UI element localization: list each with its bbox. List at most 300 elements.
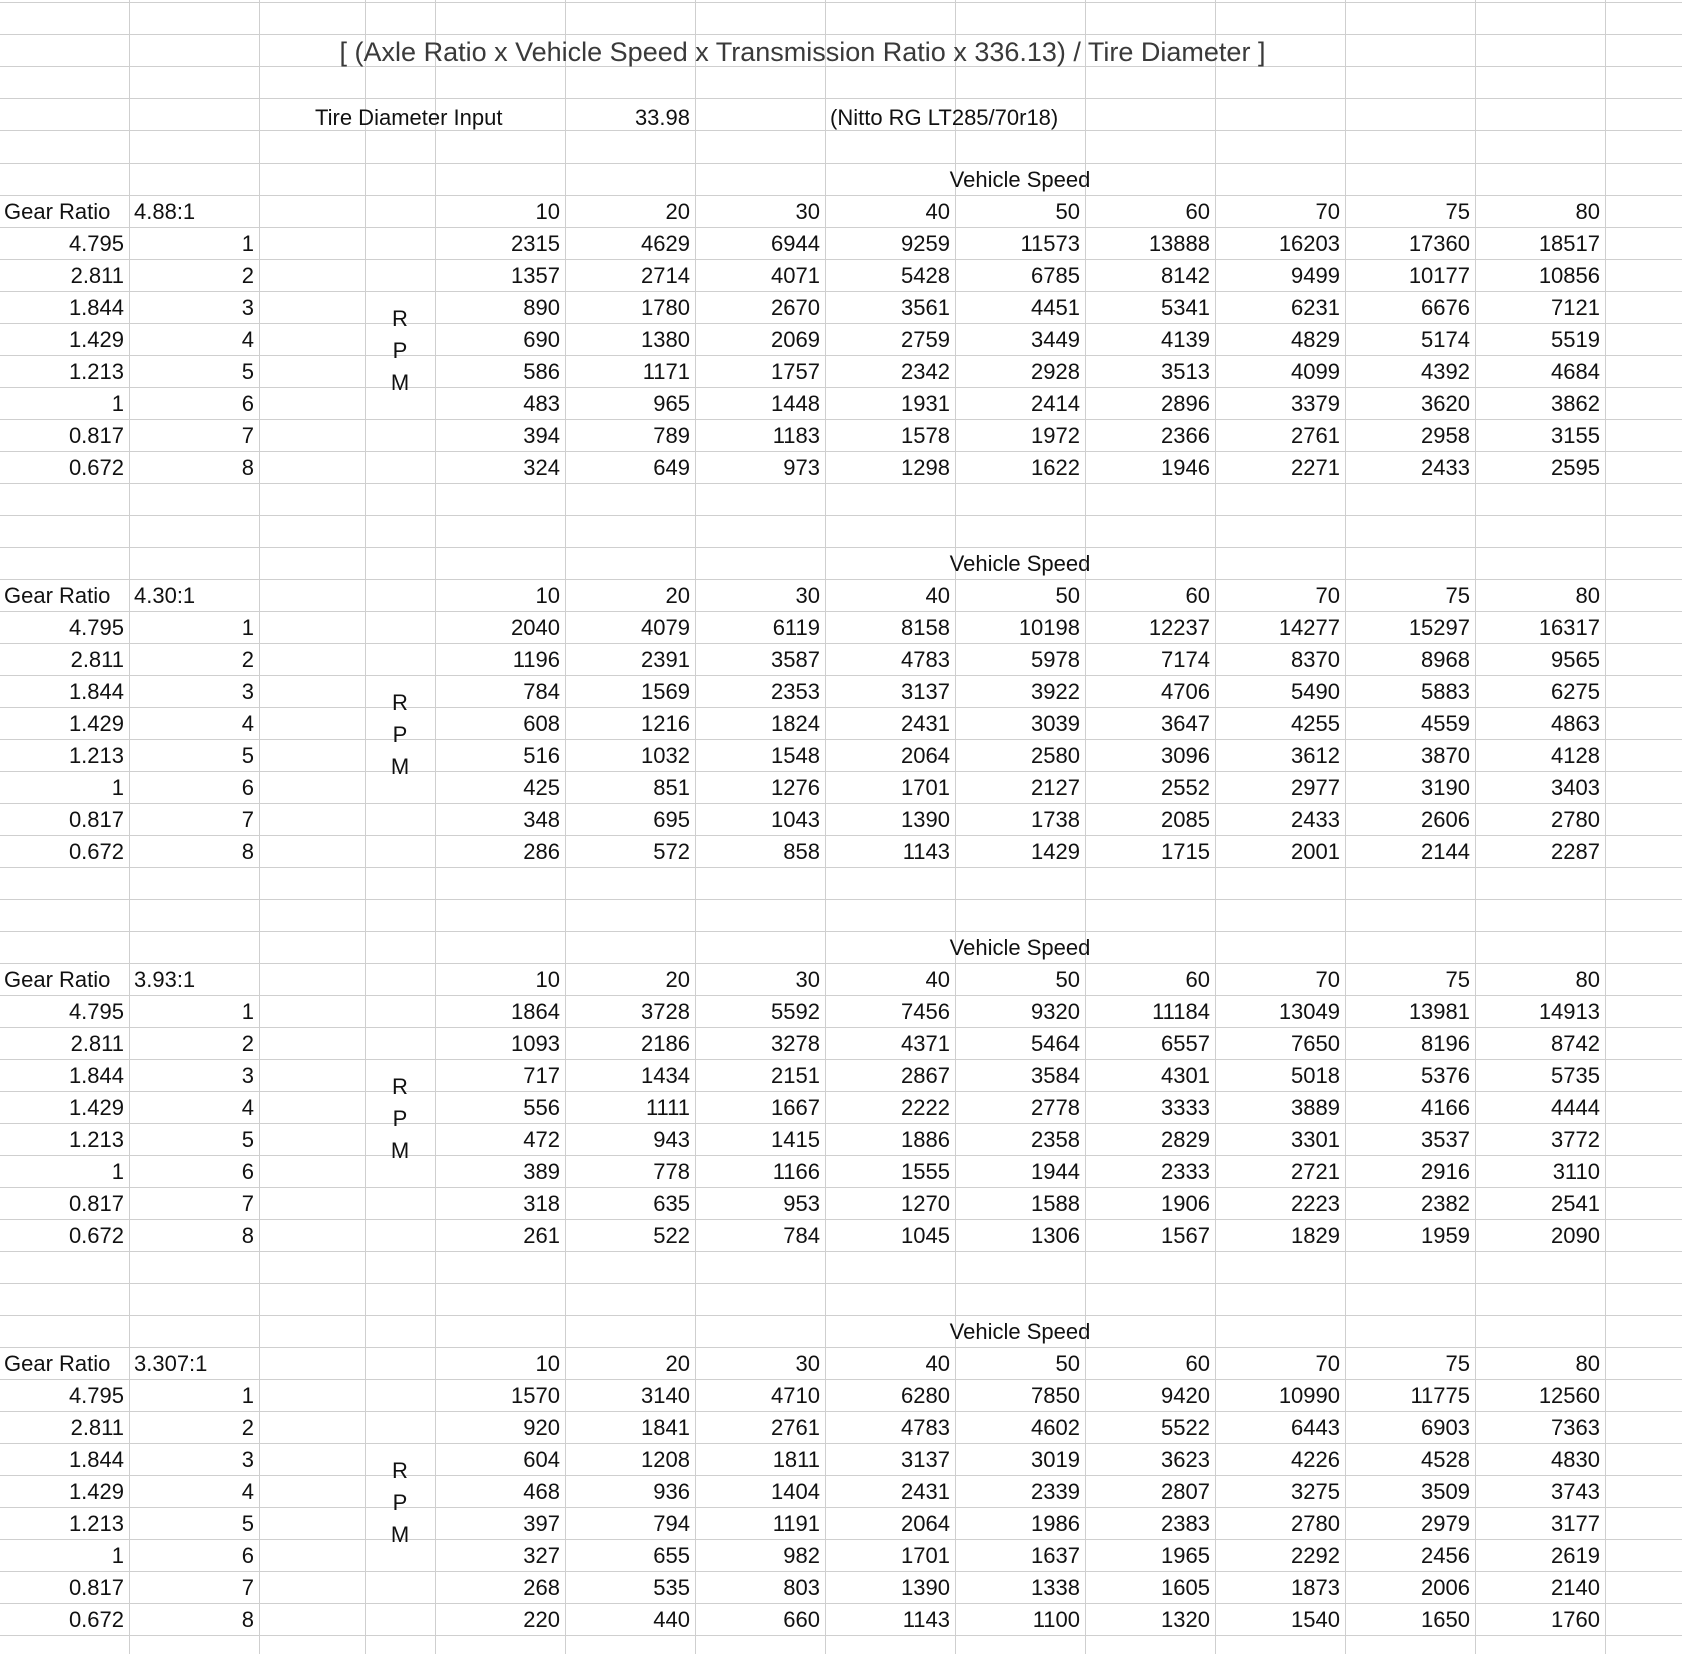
rpm-cell[interactable]: 2456 xyxy=(1421,1543,1470,1568)
rpm-cell[interactable]: 10198 xyxy=(1018,615,1080,640)
rpm-cell[interactable]: 2339 xyxy=(1031,1479,1080,1504)
rpm-cell[interactable]: 4255 xyxy=(1291,711,1340,736)
rpm-cell[interactable]: 5490 xyxy=(1291,679,1340,704)
rpm-cell[interactable]: 286 xyxy=(523,839,560,864)
transmission-ratio-cell[interactable]: 4.795 xyxy=(68,999,124,1024)
rpm-cell[interactable]: 4528 xyxy=(1421,1447,1470,1472)
rpm-cell[interactable]: 2433 xyxy=(1421,455,1470,480)
rpm-cell[interactable]: 5883 xyxy=(1421,679,1470,704)
rpm-cell[interactable]: 1429 xyxy=(1031,839,1080,864)
gear-number-cell[interactable]: 5 xyxy=(241,1511,254,1536)
rpm-cell[interactable]: 8158 xyxy=(901,615,950,640)
rpm-cell[interactable]: 327 xyxy=(523,1543,560,1568)
rpm-cell[interactable]: 4602 xyxy=(1031,1415,1080,1440)
rpm-cell[interactable]: 6557 xyxy=(1161,1031,1210,1056)
gear-number-cell[interactable]: 2 xyxy=(241,647,254,672)
rpm-cell[interactable]: 586 xyxy=(523,359,560,384)
gear-number-cell[interactable]: 7 xyxy=(241,807,254,832)
rpm-cell[interactable]: 1043 xyxy=(771,807,820,832)
rpm-cell[interactable]: 2186 xyxy=(641,1031,690,1056)
rpm-cell[interactable]: 4451 xyxy=(1031,295,1080,320)
gear-number-cell[interactable]: 2 xyxy=(241,263,254,288)
rpm-cell[interactable]: 6903 xyxy=(1421,1415,1470,1440)
gear-number-cell[interactable]: 7 xyxy=(241,1191,254,1216)
rpm-cell[interactable]: 4079 xyxy=(641,615,690,640)
rpm-cell[interactable]: 1946 xyxy=(1161,455,1210,480)
transmission-ratio-cell[interactable]: 0.817 xyxy=(68,1191,124,1216)
rpm-cell[interactable]: 16203 xyxy=(1278,231,1340,256)
rpm-cell[interactable]: 1298 xyxy=(901,455,950,480)
rpm-cell[interactable]: 2064 xyxy=(901,743,950,768)
rpm-cell[interactable]: 3537 xyxy=(1421,1127,1470,1152)
transmission-ratio-cell[interactable]: 1 xyxy=(111,1159,124,1184)
rpm-cell[interactable]: 717 xyxy=(523,1063,560,1088)
gear-number-cell[interactable]: 1 xyxy=(241,1383,254,1408)
rpm-cell[interactable]: 2829 xyxy=(1161,1127,1210,1152)
gear-number-cell[interactable]: 6 xyxy=(241,1159,254,1184)
rpm-cell[interactable]: 2867 xyxy=(901,1063,950,1088)
rpm-cell[interactable]: 2144 xyxy=(1421,839,1470,864)
rpm-cell[interactable]: 3587 xyxy=(771,647,820,672)
rpm-cell[interactable]: 2896 xyxy=(1161,391,1210,416)
gear-number-cell[interactable]: 1 xyxy=(241,999,254,1024)
transmission-ratio-cell[interactable]: 1.429 xyxy=(68,327,124,352)
rpm-cell[interactable]: 2333 xyxy=(1161,1159,1210,1184)
rpm-cell[interactable]: 9565 xyxy=(1551,647,1600,672)
rpm-cell[interactable]: 16317 xyxy=(1538,615,1600,640)
gear-number-cell[interactable]: 2 xyxy=(241,1415,254,1440)
rpm-cell[interactable]: 9320 xyxy=(1031,999,1080,1024)
rpm-cell[interactable]: 1886 xyxy=(901,1127,950,1152)
rpm-cell[interactable]: 7850 xyxy=(1031,1383,1080,1408)
rpm-cell[interactable]: 1191 xyxy=(772,1511,820,1536)
rpm-cell[interactable]: 394 xyxy=(523,423,560,448)
rpm-cell[interactable]: 10856 xyxy=(1538,263,1600,288)
rpm-cell[interactable]: 5341 xyxy=(1161,295,1210,320)
rpm-cell[interactable]: 1824 xyxy=(771,711,820,736)
transmission-ratio-cell[interactable]: 0.672 xyxy=(68,1223,124,1248)
rpm-cell[interactable]: 2222 xyxy=(901,1095,950,1120)
rpm-cell[interactable]: 7650 xyxy=(1291,1031,1340,1056)
rpm-cell[interactable]: 4710 xyxy=(771,1383,820,1408)
rpm-cell[interactable]: 535 xyxy=(653,1575,690,1600)
transmission-ratio-cell[interactable]: 0.672 xyxy=(68,1607,124,1632)
rpm-cell[interactable]: 3301 xyxy=(1291,1127,1340,1152)
rpm-cell[interactable]: 5978 xyxy=(1031,647,1080,672)
rpm-cell[interactable]: 3513 xyxy=(1161,359,1210,384)
rpm-cell[interactable]: 608 xyxy=(523,711,560,736)
rpm-cell[interactable]: 1171 xyxy=(642,359,690,384)
rpm-cell[interactable]: 1404 xyxy=(771,1479,820,1504)
transmission-ratio-cell[interactable]: 1.844 xyxy=(68,679,124,704)
rpm-cell[interactable]: 4371 xyxy=(901,1031,950,1056)
rpm-cell[interactable]: 3647 xyxy=(1161,711,1210,736)
rpm-cell[interactable]: 784 xyxy=(783,1223,820,1248)
rpm-cell[interactable]: 4226 xyxy=(1291,1447,1340,1472)
rpm-cell[interactable]: 15297 xyxy=(1408,615,1470,640)
transmission-ratio-cell[interactable]: 1.213 xyxy=(68,743,124,768)
rpm-cell[interactable]: 3561 xyxy=(901,295,950,320)
gear-number-cell[interactable]: 3 xyxy=(241,1063,254,1088)
rpm-cell[interactable]: 2670 xyxy=(771,295,820,320)
rpm-cell[interactable]: 2040 xyxy=(511,615,560,640)
rpm-cell[interactable]: 604 xyxy=(523,1447,560,1472)
transmission-ratio-cell[interactable]: 1.213 xyxy=(68,1511,124,1536)
rpm-cell[interactable]: 1390 xyxy=(901,807,950,832)
rpm-cell[interactable]: 1622 xyxy=(1031,455,1080,480)
rpm-cell[interactable]: 4392 xyxy=(1421,359,1470,384)
rpm-cell[interactable]: 6676 xyxy=(1421,295,1470,320)
rpm-cell[interactable]: 920 xyxy=(523,1415,560,1440)
rpm-cell[interactable]: 4444 xyxy=(1551,1095,1600,1120)
gear-number-cell[interactable]: 1 xyxy=(241,615,254,640)
rpm-cell[interactable]: 660 xyxy=(783,1607,820,1632)
rpm-cell[interactable]: 2977 xyxy=(1291,775,1340,800)
transmission-ratio-cell[interactable]: 1 xyxy=(111,391,124,416)
rpm-cell[interactable]: 348 xyxy=(523,807,560,832)
gear-number-cell[interactable]: 2 xyxy=(241,1031,254,1056)
rpm-cell[interactable]: 851 xyxy=(653,775,690,800)
rpm-cell[interactable]: 8196 xyxy=(1421,1031,1470,1056)
rpm-cell[interactable]: 3177 xyxy=(1551,1511,1600,1536)
rpm-cell[interactable]: 2006 xyxy=(1421,1575,1470,1600)
rpm-cell[interactable]: 3019 xyxy=(1031,1447,1080,1472)
rpm-cell[interactable]: 425 xyxy=(523,775,560,800)
rpm-cell[interactable]: 1320 xyxy=(1161,1607,1210,1632)
rpm-cell[interactable]: 2414 xyxy=(1031,391,1080,416)
rpm-cell[interactable]: 324 xyxy=(523,455,560,480)
rpm-cell[interactable]: 3110 xyxy=(1552,1159,1600,1184)
rpm-cell[interactable]: 3612 xyxy=(1291,743,1340,768)
rpm-cell[interactable]: 522 xyxy=(653,1223,690,1248)
rpm-cell[interactable]: 4139 xyxy=(1161,327,1210,352)
rpm-cell[interactable]: 1276 xyxy=(771,775,820,800)
rpm-cell[interactable]: 1829 xyxy=(1291,1223,1340,1248)
gear-number-cell[interactable]: 5 xyxy=(241,743,254,768)
rpm-cell[interactable]: 4830 xyxy=(1551,1447,1600,1472)
rpm-cell[interactable]: 953 xyxy=(783,1191,820,1216)
rpm-cell[interactable]: 3096 xyxy=(1161,743,1210,768)
rpm-cell[interactable]: 2064 xyxy=(901,1511,950,1536)
rpm-cell[interactable]: 2761 xyxy=(1291,423,1340,448)
axle-ratio-value[interactable]: 4.30:1 xyxy=(134,583,196,608)
rpm-cell[interactable]: 1757 xyxy=(771,359,820,384)
rpm-cell[interactable]: 6944 xyxy=(771,231,820,256)
rpm-cell[interactable]: 3403 xyxy=(1551,775,1600,800)
gear-number-cell[interactable]: 6 xyxy=(241,775,254,800)
rpm-cell[interactable]: 261 xyxy=(523,1223,560,1248)
rpm-cell[interactable]: 5592 xyxy=(771,999,820,1024)
transmission-ratio-cell[interactable]: 2.811 xyxy=(70,1031,124,1056)
rpm-cell[interactable]: 11573 xyxy=(1020,231,1080,256)
rpm-cell[interactable]: 649 xyxy=(653,455,690,480)
rpm-cell[interactable]: 5735 xyxy=(1551,1063,1600,1088)
transmission-ratio-cell[interactable]: 1.844 xyxy=(68,1447,124,1472)
rpm-cell[interactable]: 2353 xyxy=(771,679,820,704)
transmission-ratio-cell[interactable]: 2.811 xyxy=(70,263,124,288)
rpm-cell[interactable]: 4829 xyxy=(1291,327,1340,352)
rpm-cell[interactable]: 1701 xyxy=(901,1543,950,1568)
rpm-cell[interactable]: 14913 xyxy=(1538,999,1600,1024)
rpm-cell[interactable]: 2807 xyxy=(1161,1479,1210,1504)
transmission-ratio-cell[interactable]: 1.844 xyxy=(68,295,124,320)
rpm-cell[interactable]: 1965 xyxy=(1161,1543,1210,1568)
rpm-cell[interactable]: 2366 xyxy=(1161,423,1210,448)
rpm-cell[interactable]: 318 xyxy=(523,1191,560,1216)
rpm-cell[interactable]: 14277 xyxy=(1278,615,1340,640)
rpm-cell[interactable]: 9499 xyxy=(1291,263,1340,288)
rpm-cell[interactable]: 5464 xyxy=(1031,1031,1080,1056)
rpm-cell[interactable]: 1972 xyxy=(1031,423,1080,448)
rpm-cell[interactable]: 2778 xyxy=(1031,1095,1080,1120)
transmission-ratio-cell[interactable]: 0.817 xyxy=(68,1575,124,1600)
rpm-cell[interactable]: 2383 xyxy=(1161,1511,1210,1536)
rpm-cell[interactable]: 5519 xyxy=(1551,327,1600,352)
rpm-cell[interactable]: 8370 xyxy=(1291,647,1340,672)
rpm-cell[interactable]: 3039 xyxy=(1031,711,1080,736)
gear-number-cell[interactable]: 6 xyxy=(241,1543,254,1568)
transmission-ratio-cell[interactable]: 4.795 xyxy=(68,615,124,640)
rpm-cell[interactable]: 3922 xyxy=(1031,679,1080,704)
axle-ratio-value[interactable]: 3.93:1 xyxy=(134,967,196,992)
rpm-cell[interactable]: 2431 xyxy=(901,711,950,736)
rpm-cell[interactable]: 2606 xyxy=(1421,807,1470,832)
rpm-cell[interactable]: 12237 xyxy=(1148,615,1210,640)
rpm-cell[interactable]: 4629 xyxy=(641,231,690,256)
rpm-cell[interactable]: 2580 xyxy=(1031,743,1080,768)
rpm-cell[interactable]: 1196 xyxy=(512,647,560,672)
rpm-cell[interactable]: 6275 xyxy=(1551,679,1600,704)
gear-number-cell[interactable]: 8 xyxy=(241,1607,254,1632)
rpm-cell[interactable]: 1715 xyxy=(1161,839,1210,864)
rpm-cell[interactable]: 1567 xyxy=(1161,1223,1210,1248)
rpm-cell[interactable]: 2552 xyxy=(1161,775,1210,800)
rpm-cell[interactable]: 3870 xyxy=(1421,743,1470,768)
rpm-cell[interactable]: 4166 xyxy=(1421,1095,1470,1120)
rpm-cell[interactable]: 1760 xyxy=(1551,1607,1600,1632)
rpm-cell[interactable]: 483 xyxy=(523,391,560,416)
rpm-cell[interactable]: 2223 xyxy=(1291,1191,1340,1216)
rpm-cell[interactable]: 2979 xyxy=(1421,1511,1470,1536)
rpm-cell[interactable]: 655 xyxy=(653,1543,690,1568)
rpm-cell[interactable]: 13888 xyxy=(1148,231,1210,256)
rpm-cell[interactable]: 6785 xyxy=(1031,263,1080,288)
rpm-cell[interactable]: 2085 xyxy=(1161,807,1210,832)
gear-number-cell[interactable]: 3 xyxy=(241,679,254,704)
rpm-cell[interactable]: 3137 xyxy=(901,1447,950,1472)
transmission-ratio-cell[interactable]: 0.817 xyxy=(68,423,124,448)
gear-number-cell[interactable]: 4 xyxy=(241,1479,254,1504)
rpm-cell[interactable]: 11775 xyxy=(1410,1383,1470,1408)
rpm-cell[interactable]: 2721 xyxy=(1291,1159,1340,1184)
rpm-cell[interactable]: 2595 xyxy=(1551,455,1600,480)
axle-ratio-value[interactable]: 3.307:1 xyxy=(134,1351,208,1376)
rpm-cell[interactable]: 220 xyxy=(523,1607,560,1632)
rpm-cell[interactable]: 1944 xyxy=(1031,1159,1080,1184)
rpm-cell[interactable]: 11184 xyxy=(1152,999,1210,1024)
rpm-cell[interactable]: 943 xyxy=(653,1127,690,1152)
gear-number-cell[interactable]: 8 xyxy=(241,839,254,864)
rpm-cell[interactable]: 6280 xyxy=(901,1383,950,1408)
rpm-cell[interactable]: 4783 xyxy=(901,647,950,672)
rpm-cell[interactable]: 6231 xyxy=(1291,295,1340,320)
rpm-cell[interactable]: 1986 xyxy=(1031,1511,1080,1536)
rpm-cell[interactable]: 3190 xyxy=(1421,775,1470,800)
rpm-cell[interactable]: 5174 xyxy=(1421,327,1470,352)
rpm-cell[interactable]: 2287 xyxy=(1551,839,1600,864)
gear-number-cell[interactable]: 7 xyxy=(241,1575,254,1600)
transmission-ratio-cell[interactable]: 0.672 xyxy=(68,839,124,864)
rpm-cell[interactable]: 1578 xyxy=(901,423,950,448)
rpm-cell[interactable]: 1701 xyxy=(901,775,950,800)
transmission-ratio-cell[interactable]: 2.811 xyxy=(70,647,124,672)
rpm-cell[interactable]: 3584 xyxy=(1031,1063,1080,1088)
rpm-cell[interactable]: 1667 xyxy=(771,1095,820,1120)
rpm-cell[interactable]: 1864 xyxy=(511,999,560,1024)
rpm-cell[interactable]: 1111 xyxy=(645,1095,690,1120)
rpm-cell[interactable]: 1415 xyxy=(771,1127,820,1152)
gear-number-cell[interactable]: 6 xyxy=(241,391,254,416)
rpm-cell[interactable]: 1650 xyxy=(1421,1607,1470,1632)
rpm-cell[interactable]: 10990 xyxy=(1278,1383,1340,1408)
rpm-cell[interactable]: 2619 xyxy=(1551,1543,1600,1568)
rpm-cell[interactable]: 936 xyxy=(653,1479,690,1504)
rpm-cell[interactable]: 2714 xyxy=(641,263,690,288)
rpm-cell[interactable]: 3620 xyxy=(1421,391,1470,416)
rpm-cell[interactable]: 3275 xyxy=(1291,1479,1340,1504)
rpm-cell[interactable]: 1045 xyxy=(901,1223,950,1248)
rpm-cell[interactable]: 789 xyxy=(653,423,690,448)
rpm-cell[interactable]: 4783 xyxy=(901,1415,950,1440)
rpm-cell[interactable]: 1216 xyxy=(641,711,690,736)
rpm-cell[interactable]: 1183 xyxy=(772,423,820,448)
gear-number-cell[interactable]: 3 xyxy=(241,295,254,320)
transmission-ratio-cell[interactable]: 1.213 xyxy=(68,1127,124,1152)
rpm-cell[interactable]: 1100 xyxy=(1032,1607,1080,1632)
rpm-cell[interactable]: 2780 xyxy=(1551,807,1600,832)
gear-number-cell[interactable]: 7 xyxy=(241,423,254,448)
rpm-cell[interactable]: 6119 xyxy=(772,615,820,640)
rpm-cell[interactable]: 5428 xyxy=(901,263,950,288)
transmission-ratio-cell[interactable]: 1.429 xyxy=(68,1479,124,1504)
rpm-cell[interactable]: 1540 xyxy=(1291,1607,1340,1632)
rpm-cell[interactable]: 3449 xyxy=(1031,327,1080,352)
rpm-cell[interactable]: 1637 xyxy=(1031,1543,1080,1568)
rpm-cell[interactable]: 1208 xyxy=(641,1447,690,1472)
rpm-cell[interactable]: 858 xyxy=(783,839,820,864)
rpm-cell[interactable]: 1959 xyxy=(1421,1223,1470,1248)
rpm-cell[interactable]: 2431 xyxy=(901,1479,950,1504)
rpm-cell[interactable]: 7363 xyxy=(1551,1415,1600,1440)
rpm-cell[interactable]: 2541 xyxy=(1551,1191,1600,1216)
gear-number-cell[interactable]: 4 xyxy=(241,1095,254,1120)
rpm-cell[interactable]: 635 xyxy=(653,1191,690,1216)
rpm-cell[interactable]: 982 xyxy=(783,1543,820,1568)
rpm-cell[interactable]: 4863 xyxy=(1551,711,1600,736)
rpm-cell[interactable]: 389 xyxy=(523,1159,560,1184)
rpm-cell[interactable]: 4099 xyxy=(1291,359,1340,384)
rpm-cell[interactable]: 1931 xyxy=(901,391,950,416)
tire-diameter-value[interactable]: 33.98 xyxy=(634,105,690,130)
transmission-ratio-cell[interactable]: 1 xyxy=(111,775,124,800)
rpm-cell[interactable]: 472 xyxy=(523,1127,560,1152)
rpm-cell[interactable]: 7456 xyxy=(901,999,950,1024)
rpm-cell[interactable]: 6443 xyxy=(1291,1415,1340,1440)
rpm-cell[interactable]: 268 xyxy=(523,1575,560,1600)
rpm-cell[interactable]: 965 xyxy=(653,391,690,416)
rpm-cell[interactable]: 2780 xyxy=(1291,1511,1340,1536)
rpm-cell[interactable]: 2928 xyxy=(1031,359,1080,384)
rpm-cell[interactable]: 1570 xyxy=(511,1383,560,1408)
rpm-cell[interactable]: 1270 xyxy=(901,1191,950,1216)
rpm-cell[interactable]: 3137 xyxy=(901,679,950,704)
rpm-cell[interactable]: 4684 xyxy=(1551,359,1600,384)
rpm-cell[interactable]: 3333 xyxy=(1161,1095,1210,1120)
rpm-cell[interactable]: 2433 xyxy=(1291,807,1340,832)
rpm-cell[interactable]: 3862 xyxy=(1551,391,1600,416)
rpm-cell[interactable]: 8142 xyxy=(1161,263,1210,288)
rpm-cell[interactable]: 17360 xyxy=(1408,231,1470,256)
rpm-cell[interactable]: 890 xyxy=(523,295,560,320)
rpm-cell[interactable]: 7174 xyxy=(1161,647,1210,672)
rpm-cell[interactable]: 695 xyxy=(653,807,690,832)
rpm-cell[interactable]: 1093 xyxy=(511,1031,560,1056)
rpm-cell[interactable]: 468 xyxy=(523,1479,560,1504)
gear-number-cell[interactable]: 4 xyxy=(241,327,254,352)
rpm-cell[interactable]: 2292 xyxy=(1291,1543,1340,1568)
rpm-cell[interactable]: 7121 xyxy=(1551,295,1600,320)
rpm-cell[interactable]: 1390 xyxy=(901,1575,950,1600)
rpm-cell[interactable]: 3743 xyxy=(1551,1479,1600,1504)
transmission-ratio-cell[interactable]: 1.429 xyxy=(68,711,124,736)
rpm-cell[interactable]: 1434 xyxy=(641,1063,690,1088)
rpm-cell[interactable]: 3772 xyxy=(1551,1127,1600,1152)
rpm-cell[interactable]: 778 xyxy=(653,1159,690,1184)
rpm-cell[interactable]: 2090 xyxy=(1551,1223,1600,1248)
rpm-cell[interactable]: 8968 xyxy=(1421,647,1470,672)
rpm-cell[interactable]: 9420 xyxy=(1161,1383,1210,1408)
rpm-cell[interactable]: 1588 xyxy=(1031,1191,1080,1216)
rpm-cell[interactable]: 803 xyxy=(783,1575,820,1600)
gear-number-cell[interactable]: 8 xyxy=(241,455,254,480)
rpm-cell[interactable]: 8742 xyxy=(1551,1031,1600,1056)
rpm-cell[interactable]: 784 xyxy=(523,679,560,704)
axle-ratio-value[interactable]: 4.88:1 xyxy=(134,199,196,224)
rpm-cell[interactable]: 2001 xyxy=(1291,839,1340,864)
rpm-cell[interactable]: 1555 xyxy=(901,1159,950,1184)
rpm-cell[interactable]: 1738 xyxy=(1031,807,1080,832)
rpm-cell[interactable]: 1357 xyxy=(511,263,560,288)
rpm-cell[interactable]: 572 xyxy=(653,839,690,864)
rpm-cell[interactable]: 4706 xyxy=(1161,679,1210,704)
rpm-cell[interactable]: 2382 xyxy=(1421,1191,1470,1216)
rpm-cell[interactable]: 2069 xyxy=(771,327,820,352)
rpm-cell[interactable]: 794 xyxy=(653,1511,690,1536)
rpm-cell[interactable]: 5376 xyxy=(1421,1063,1470,1088)
rpm-cell[interactable]: 1166 xyxy=(772,1159,820,1184)
rpm-cell[interactable]: 3278 xyxy=(771,1031,820,1056)
rpm-cell[interactable]: 13981 xyxy=(1408,999,1470,1024)
rpm-cell[interactable]: 1548 xyxy=(771,743,820,768)
rpm-cell[interactable]: 2151 xyxy=(771,1063,820,1088)
rpm-cell[interactable]: 2958 xyxy=(1421,423,1470,448)
rpm-cell[interactable]: 516 xyxy=(523,743,560,768)
rpm-cell[interactable]: 556 xyxy=(523,1095,560,1120)
rpm-cell[interactable]: 13049 xyxy=(1278,999,1340,1024)
rpm-cell[interactable]: 9259 xyxy=(901,231,950,256)
rpm-cell[interactable]: 18517 xyxy=(1538,231,1600,256)
rpm-cell[interactable]: 4559 xyxy=(1421,711,1470,736)
